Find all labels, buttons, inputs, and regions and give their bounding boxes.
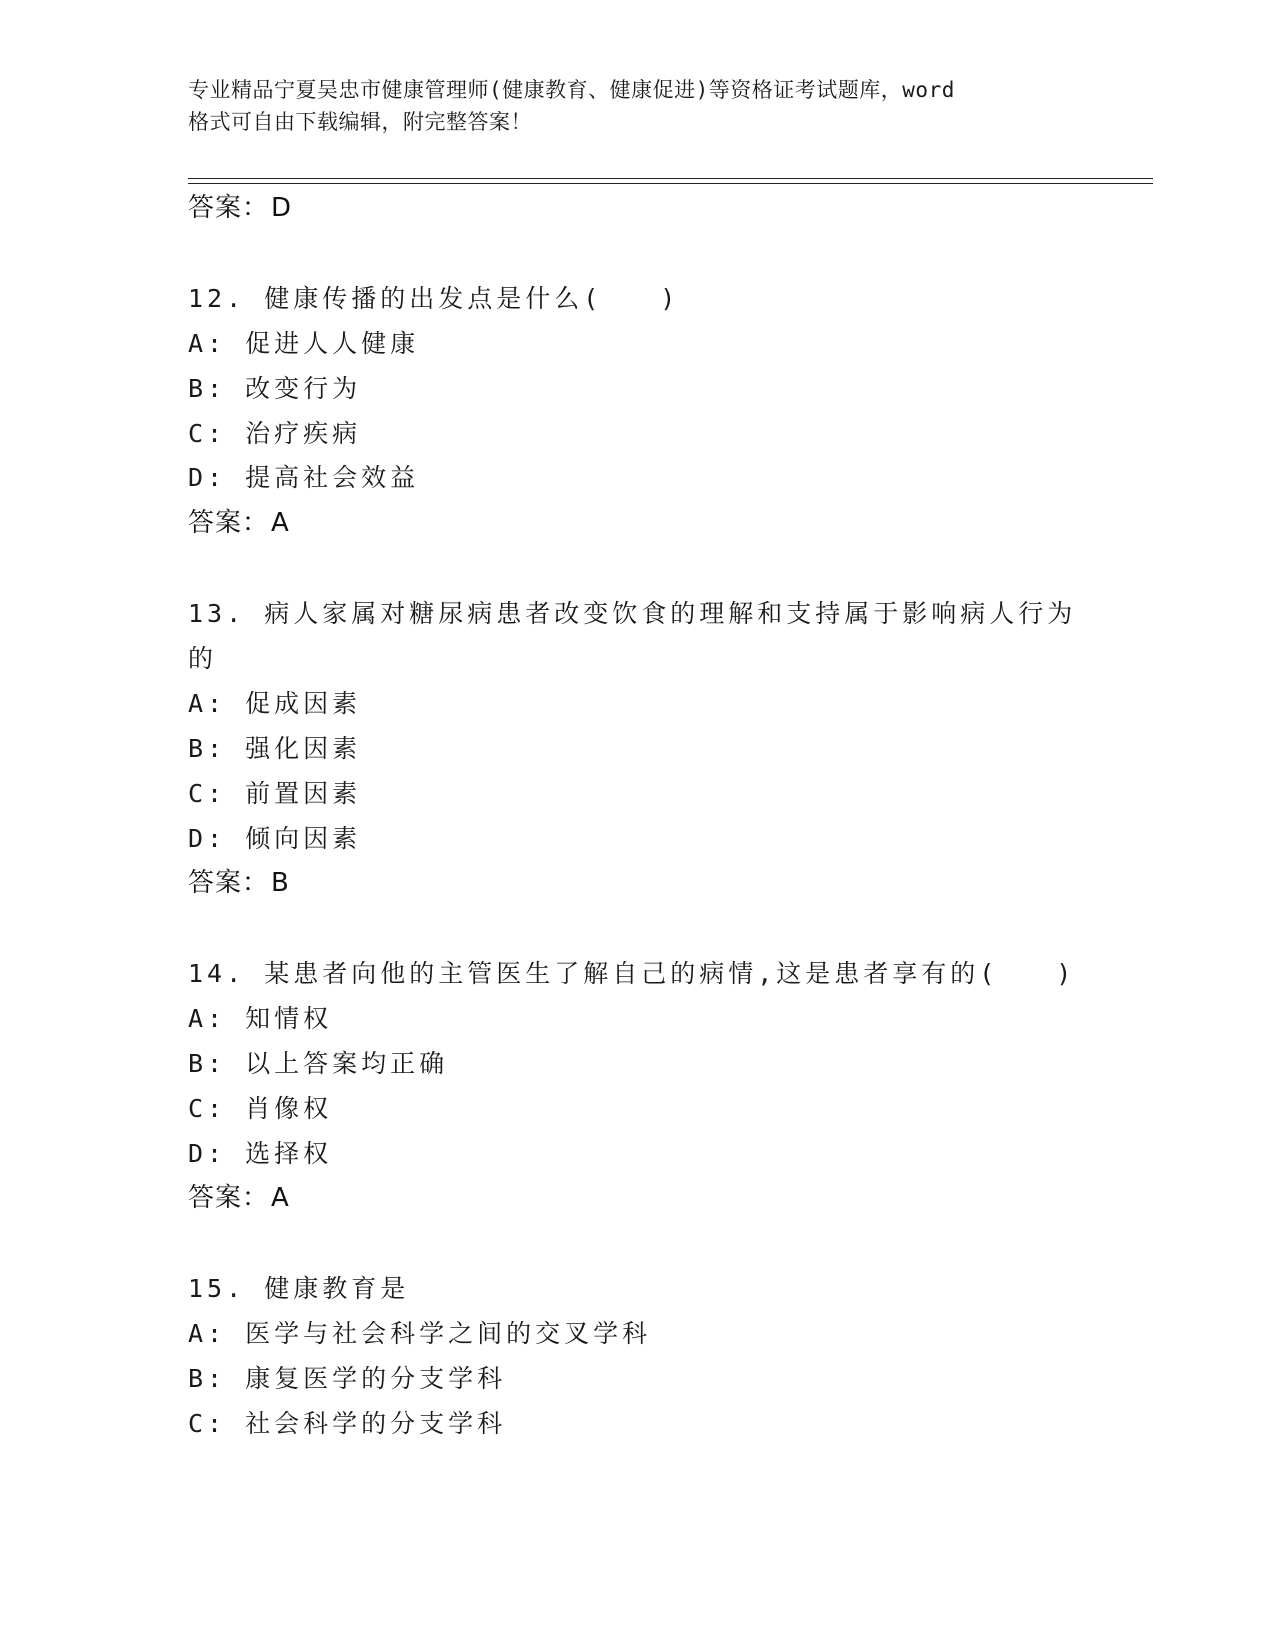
answer-label: 答案： [188,193,270,223]
question-14-answer [188,1182,290,1214]
answer-value: A [271,1183,290,1213]
question-15-option-c: C: 社会科学的分支学科 [188,1409,507,1438]
header-line-2: 格式可自由下载编辑，附完整答案！ [188,110,532,134]
question-12-option-a: A: 促进人人健康 [188,329,420,358]
question-13-option-c: C: 前置因素 [188,779,362,808]
answer-label: 答案： [188,1183,270,1213]
question-12-option-c: C: 治疗疾病 [188,419,362,448]
question-14-option-c: C: 肖像权 [188,1094,333,1123]
question-13-stem-continuation: 的 [188,644,218,673]
previous-answer [188,192,292,224]
question-13-option-b: B: 强化因素 [188,734,362,763]
header-divider-bottom [188,183,1153,184]
question-15-option-a: A: 医学与社会科学之间的交叉学科 [188,1319,652,1348]
question-13-option-d: D: 倾向因素 [188,824,362,853]
question-12-answer [188,507,290,539]
answer-value: A [271,508,290,538]
question-14-option-d: D: 选择权 [188,1139,333,1168]
answer-value: B [271,868,290,898]
question-15-option-b: B: 康复医学的分支学科 [188,1364,507,1393]
answer-value: D [271,193,293,223]
answer-label: 答案： [188,508,270,538]
question-14-option-b: B: 以上答案均正确 [188,1049,449,1078]
question-13-answer [188,867,290,899]
question-13-option-a: A: 促成因素 [188,689,362,718]
document-header [188,74,1068,138]
question-14-stem: 14. 某患者向他的主管医生了解自己的病情,这是患者享有的( ) [188,959,1076,988]
question-12-option-d: D: 提高社会效益 [188,463,420,492]
question-12-option-b: B: 改变行为 [188,374,362,403]
question-14-option-a: A: 知情权 [188,1004,333,1033]
question-13-stem: 13. 病人家属对糖尿病患者改变饮食的理解和支持属于影响病人行为 [188,599,1077,628]
answer-label: 答案： [188,868,270,898]
question-12-stem: 12. 健康传播的出发点是什么( ) [188,284,680,313]
header-divider-top [188,178,1153,179]
question-15-stem: 15. 健康教育是 [188,1274,410,1303]
header-line-1: 专业精品宁夏吴忠市健康管理师(健康教育、健康促进)等资格证考试题库，word [188,78,955,102]
